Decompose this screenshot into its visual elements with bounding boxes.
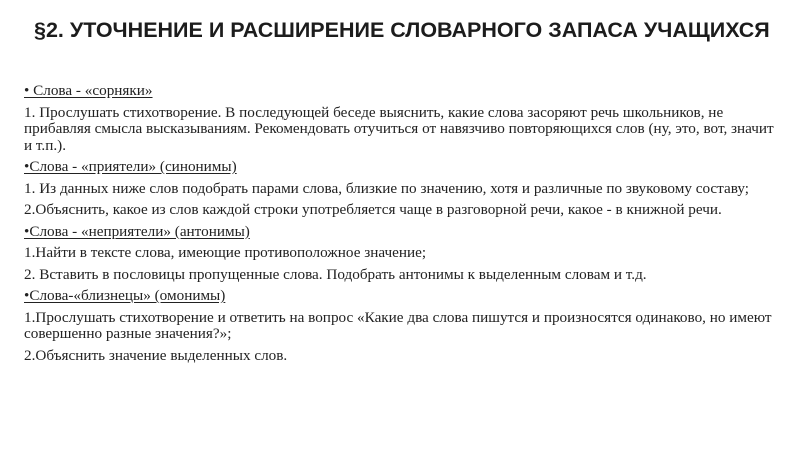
list-item: 2.Объяснить, какое из слов каждой строки употребляется чаще в разговорной речи, какое - в книжной речи. xyxy=(24,201,722,218)
section-heading-antonyms: •Слова - «неприятели» (антонимы) xyxy=(24,222,250,240)
section-heading-homonyms: •Слова-«близнецы» (омонимы) xyxy=(24,287,226,304)
list-item: 1.Прослушать стихотворение и ответить на вопрос «Какие два слова пишутся и произносятся одинаково, но имеют совершенно разные значения?»; xyxy=(24,308,772,342)
section-heading-weeds: • Слова - «сорняки» xyxy=(24,82,153,99)
list-item: 2.Объяснить значение выделенных слов. xyxy=(24,346,288,364)
list-item: 1.Найти в тексте слова, имеющие противоположное значение; xyxy=(24,244,427,261)
slide-title: §2. УТОЧНЕНИЕ И РАСШИРЕНИЕ СЛОВАРНОГО ЗАПАСА УЧАЩИХСЯ xyxy=(34,18,770,42)
list-item: 1. Из данных ниже слов подобрать парами слова, близкие по значению, хотя и различные по звуковому составу; xyxy=(24,179,749,197)
slide-body xyxy=(24,83,784,369)
list-item: 1. Прослушать стихотворение. В последующей беседе выяснить, какие слова засоряют речь школьников, не прибавляя смысла высказываниям. Рекомендовать отучиться от навязчиво повторяющихся слов (ну, это, вот, значит и т.п.). xyxy=(24,103,774,154)
list-item: 2. Вставить в пословицы пропущенные слова. Подобрать антонимы к выделенным словам и т.д. xyxy=(24,265,647,283)
section-heading-synonyms: •Слова - «приятели» (синонимы) xyxy=(24,158,237,175)
